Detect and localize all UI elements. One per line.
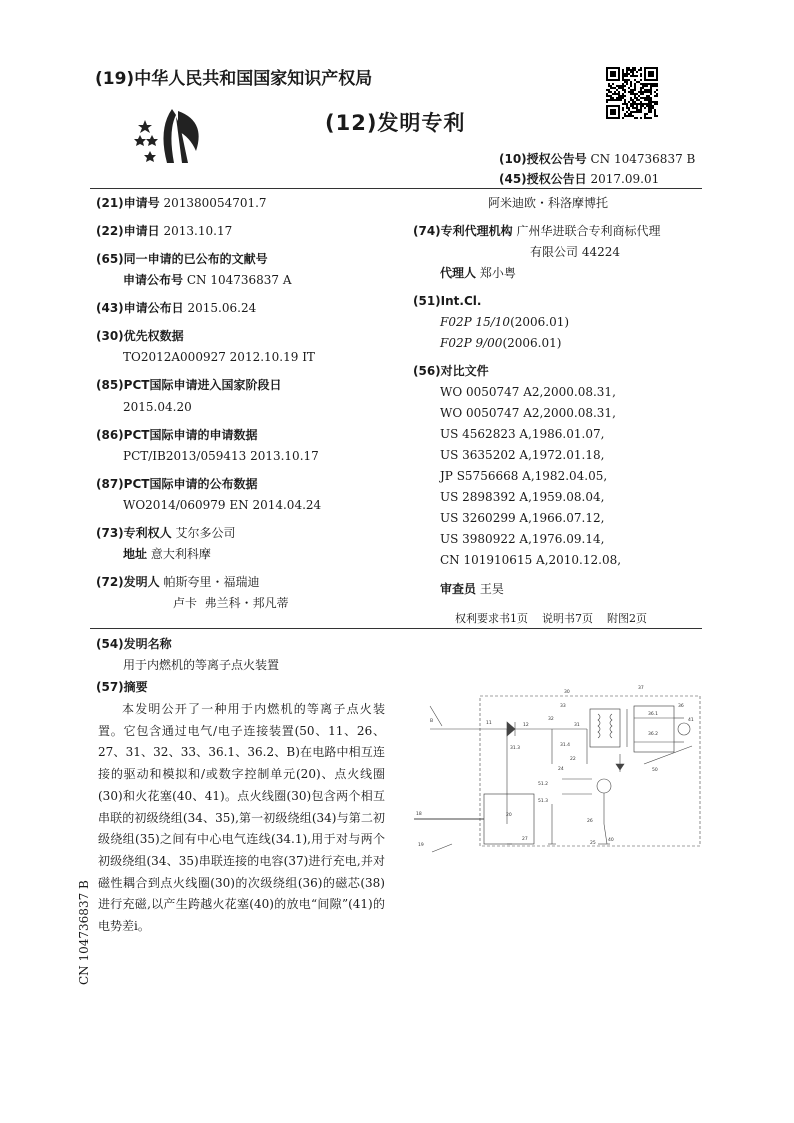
ref-item: CN 101910615 A,2010.12.08,	[440, 553, 622, 567]
patentee: (73)专利权人 艾尔多公司	[96, 526, 236, 540]
svg-text:31.3: 31.3	[510, 746, 521, 751]
qr-code-icon	[606, 67, 658, 119]
header-rule	[90, 188, 702, 189]
pub-date: (45)授权公告日 2017.09.01	[499, 172, 660, 186]
inventors-line2: 卢卡 弗兰科・邦凡蒂	[173, 596, 289, 610]
svg-text:31.4: 31.4	[560, 743, 571, 748]
svg-text:12: 12	[523, 723, 529, 728]
svg-text:33: 33	[560, 704, 566, 709]
ref-item: WO 0050747 A2,2000.08.31,	[440, 385, 616, 399]
svg-text:27: 27	[522, 837, 528, 842]
examiner: 审查员 王昊	[440, 582, 504, 596]
cnipa-emblem	[132, 105, 207, 167]
agent: 代理人 郑小粤	[440, 266, 516, 280]
pct-pub-label: (87)PCT国际申请的公布数据	[96, 477, 258, 491]
app-date: (22)申请日 2013.10.17	[96, 224, 233, 238]
ref-item: WO 0050747 A2,2000.08.31,	[440, 406, 616, 420]
intcl-item: F02P 9/00(2006.01)	[440, 336, 562, 350]
svg-text:40: 40	[608, 838, 614, 843]
pub-app-date: (43)申请公布日 2015.06.24	[96, 301, 257, 315]
agency: (74)专利代理机构 广州华进联合专利商标代理	[413, 224, 661, 238]
abstract-text: 本发明公开了一种用于内燃机的等离子点火装置。它包含通过电气/电子连接装置(50、11、26、27、31、32、33、36.1、36.2、B)在电路中相互连接的驱动和模拟和/或数字控制单元(20)、点火线圈(30)和火花塞(40、41)。点火线圈(30)包含两个相互串联的初级绕组(34、35),第一初级绕组(34)与第二初级绕组(35)之间有中心电气连线(34.1),用于对与两个初级绕组(34、35)串联连接的电容(37)进行充电,并对磁性耦合到点火线圈(30)的次级绕组(36)的磁芯(38)进行充磁,以产生跨越火花塞(40)的放电“间隙”(41)的电势差i。	[98, 702, 385, 934]
prior-pub-label: (65)同一申请的已公布的文献号	[96, 252, 268, 266]
svg-text:20: 20	[506, 813, 512, 818]
ref-item: US 3260299 A,1966.07.12,	[440, 511, 605, 525]
svg-text:31: 31	[574, 723, 580, 728]
svg-text:19: 19	[418, 843, 424, 848]
abstract-label: (57)摘要	[96, 680, 148, 694]
svg-text:26: 26	[587, 819, 593, 824]
svg-text:50: 50	[652, 768, 658, 773]
svg-text:30: 30	[564, 690, 570, 695]
pct-entry-label: (85)PCT国际申请进入国家阶段日	[96, 378, 282, 392]
invention-name-label: (54)发明名称	[96, 637, 172, 651]
svg-text:41: 41	[688, 718, 694, 723]
svg-text:51.3: 51.3	[538, 799, 549, 804]
ref-item: JP S5756668 A,1982.04.05,	[440, 469, 608, 483]
svg-text:18: 18	[416, 812, 422, 817]
intcl-label: (51)Int.Cl.	[413, 294, 482, 308]
svg-text:22: 22	[570, 757, 576, 762]
pct-pub-value: WO2014/060979 EN 2014.04.24	[123, 498, 322, 512]
address: 地址 意大利科摩	[123, 547, 211, 561]
section-rule	[90, 628, 702, 629]
office-name: (19)中华人民共和国国家知识产权局	[95, 69, 373, 89]
svg-text:11: 11	[486, 721, 492, 726]
ref-item: US 3980922 A,1976.09.14,	[440, 532, 605, 546]
svg-text:32: 32	[548, 717, 554, 722]
ref-item: US 4562823 A,1986.01.07,	[440, 427, 605, 441]
svg-text:36.1: 36.1	[648, 712, 659, 717]
side-code: CN 104736837 B	[77, 880, 91, 985]
app-no: (21)申请号 201380054701.7	[96, 196, 267, 210]
svg-text:25: 25	[590, 841, 596, 846]
prior-pub: 申请公布号 CN 104736837 A	[123, 273, 292, 287]
priority-label: (30)优先权数据	[96, 329, 184, 343]
ref-item: US 2898392 A,1959.08.04,	[440, 490, 605, 504]
svg-text:36: 36	[678, 704, 684, 709]
pub-number: (10)授权公告号 CN 104736837 B	[499, 152, 696, 166]
pages-info: 权利要求书1页 说明书7页 附图2页	[455, 612, 647, 625]
pct-app-value: PCT/IB2013/059413 2013.10.17	[123, 449, 319, 463]
ref-item: US 3635202 A,1972.01.18,	[440, 448, 605, 462]
refs-label: (56)对比文件	[413, 364, 489, 378]
svg-text:51.2: 51.2	[538, 782, 549, 787]
svg-text:37: 37	[638, 686, 644, 691]
svg-text:24: 24	[558, 767, 564, 772]
svg-text:36.2: 36.2	[648, 732, 659, 737]
inventors: (72)发明人 帕斯夸里・福瑞迪	[96, 575, 260, 589]
doc-type: (12)发明专利	[325, 111, 466, 135]
agency-line2: 有限公司 44224	[530, 245, 620, 259]
svg-text:B: B	[430, 719, 434, 724]
pct-entry-value: 2015.04.20	[123, 400, 192, 414]
priority-value: TO2012A000927 2012.10.19 IT	[123, 350, 315, 364]
circuit-figure	[412, 684, 712, 854]
invention-name: 用于内燃机的等离子点火装置	[123, 658, 280, 672]
inventor-cont: 阿米迪欧・科洛摩博托	[488, 196, 609, 210]
intcl-item: F02P 15/10(2006.01)	[440, 315, 570, 329]
pct-app-label: (86)PCT国际申请的申请数据	[96, 428, 258, 442]
